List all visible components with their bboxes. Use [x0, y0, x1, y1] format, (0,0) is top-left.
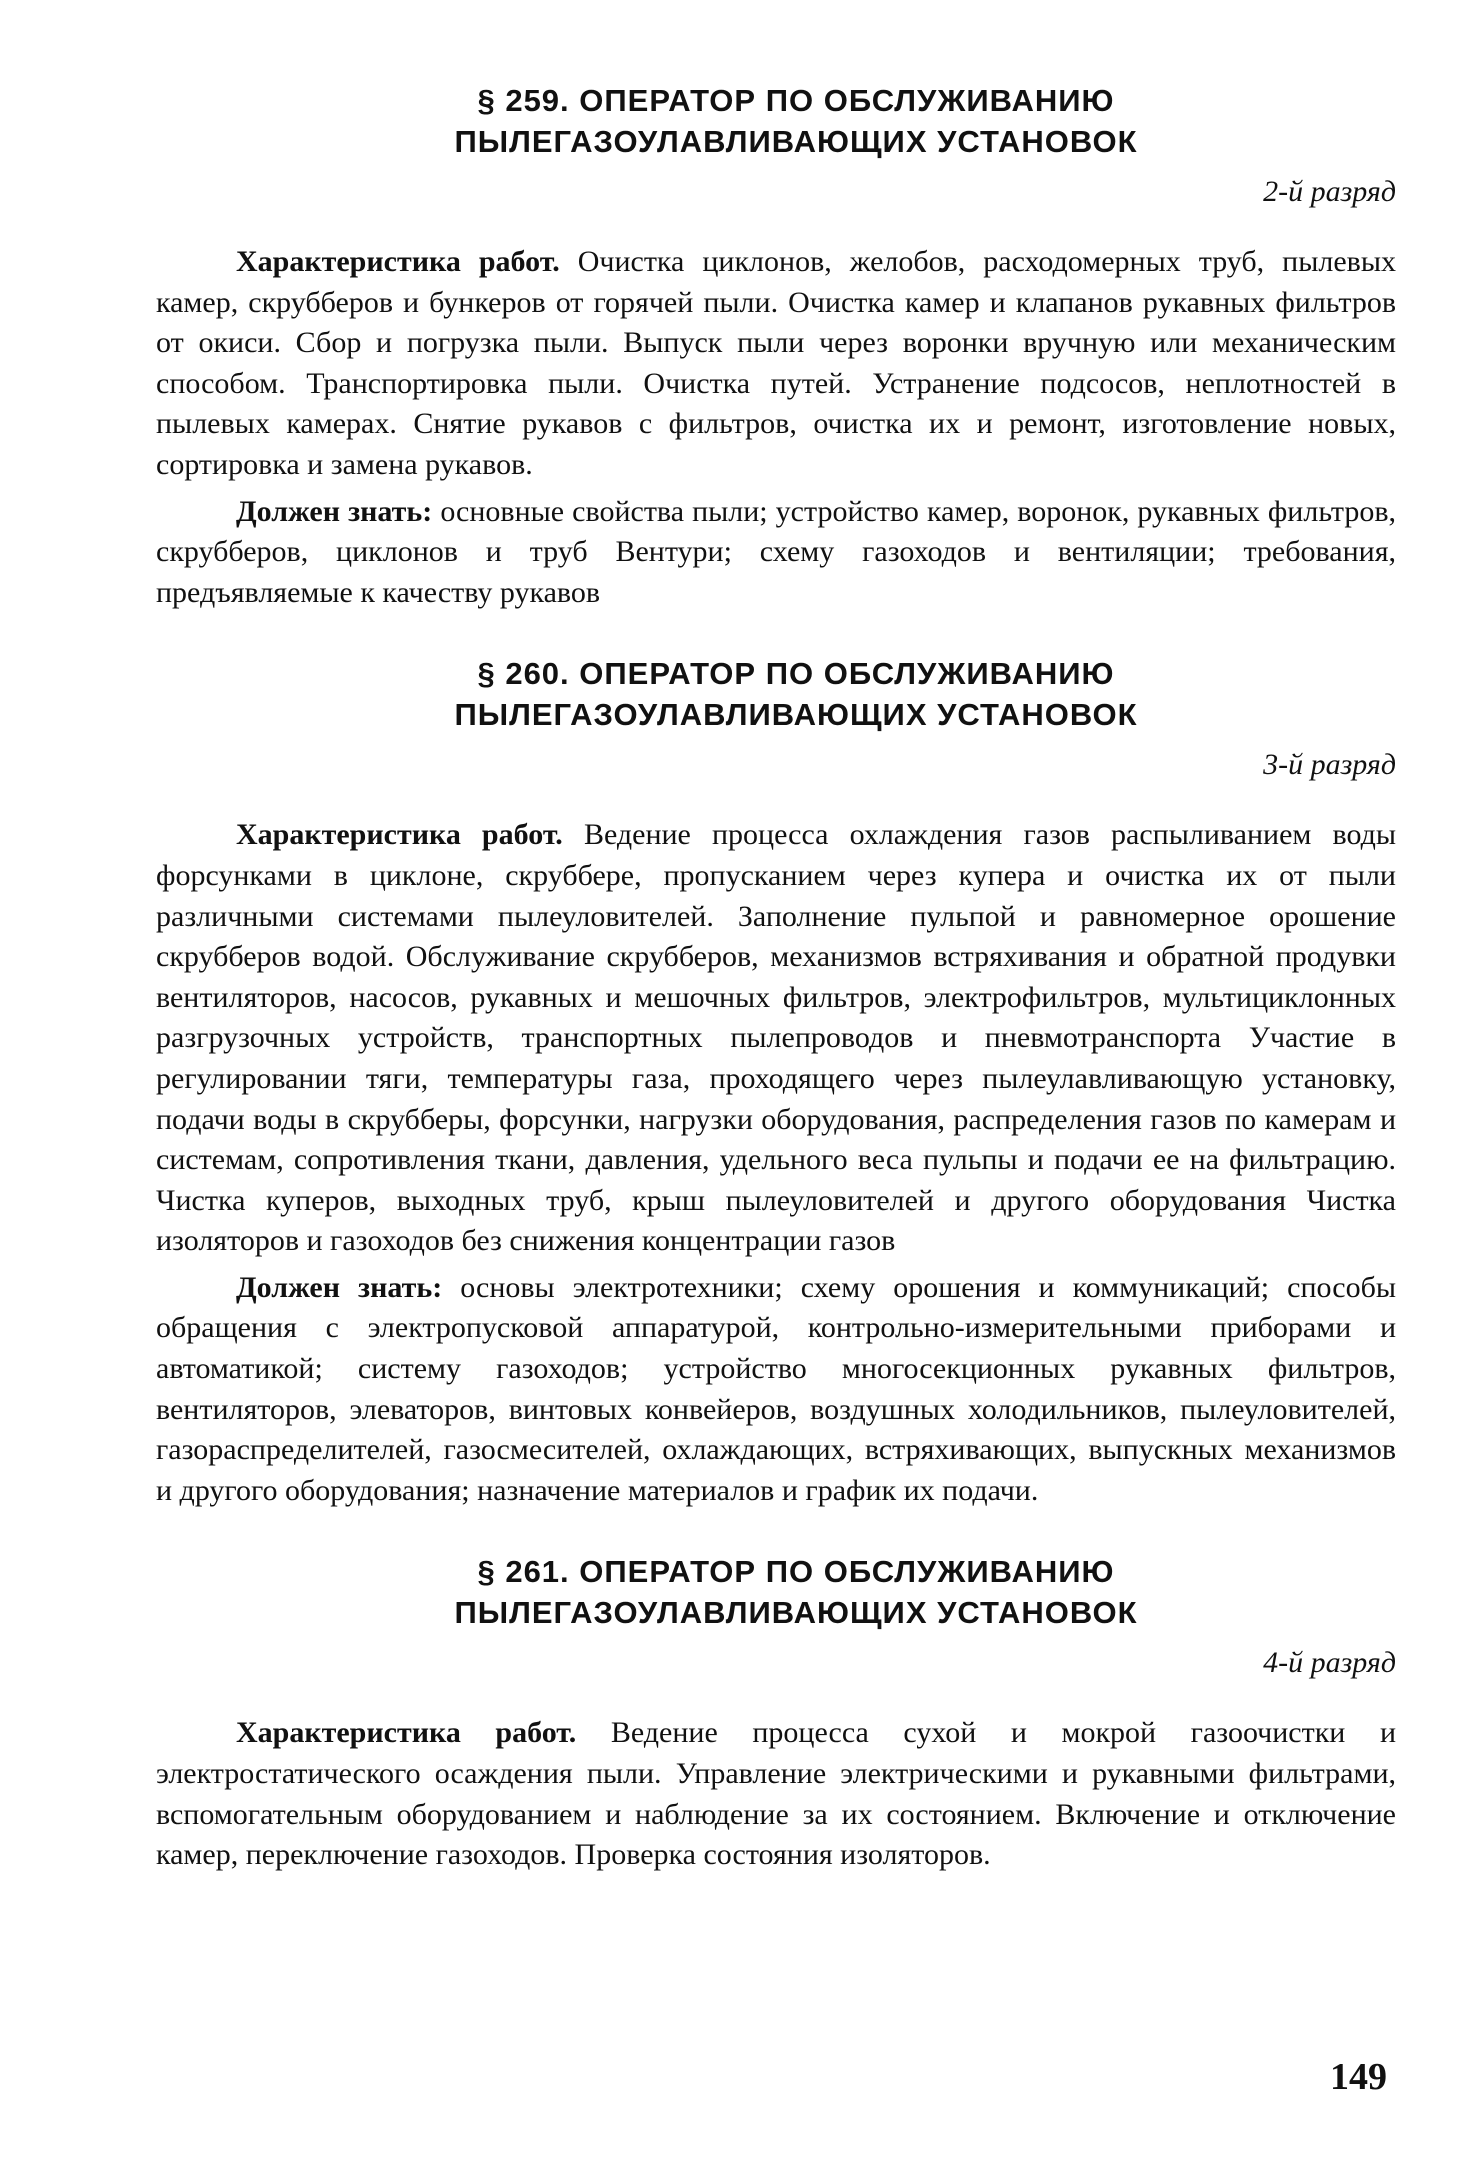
work-text: Ведение процесса охлаждения газов распыливанием воды форсунками в циклоне, скруббере, пропусканием через купера и очистка их от пыли различными системами пылеуловителей. Заполнение пульпой и равномерное орошение скрубберов водой. Обслуживание скрубберов, механизмов встряхивания и обратной продувки вентиляторов, насосов, рукавных и мешочных фильтров, электрофильтров, мультициклонных разгрузочных устройств, транспортных пылепроводов и пневмотранспорта Участие в регулировании тяги, температуры газа, проходящего через пылеулавливающую установку, подачи воды в скрубберы, форсунки, нагрузки оборудования, распределения газов по камерам и системам, сопротивления ткани, давления, удельного веса пульпы и подачи ее на фильтрацию. Чистка куперов, выходных труб, крыш пылеуловителей и другого оборудования Чистка изоляторов и газоходов без снижения концентрации газов	[156, 818, 1397, 1258]
section-heading	[156, 1551, 1396, 1633]
work-label: Характеристика работ.	[236, 1716, 577, 1750]
work-label: Характеристика работ.	[236, 245, 560, 278]
work-label: Характеристика работ.	[236, 818, 563, 852]
heading-line-1: § 261. ОПЕРАТОР ПО ОБСЛУЖИВАНИЮ	[477, 1554, 1115, 1590]
work-text: Очистка циклонов, желобов, расходомерных труб, пылевых камер, скрубберов и бункеров от горячей пыли. Очистка камер и клапанов рукавных фильтров от окиси. Сбор и погрузка пыли. Выпуск пыли через воронки вручную или механическим способом. Транспортировка пыли. Очистка путей. Устранение подсосов, неплотностей в пылевых камерах. Снятие рукавов с фильтров, очистка их и ремонт, изготовление новых, сортировка и замена рукавов.	[156, 245, 1396, 481]
heading-line-1: § 259. ОПЕРАТОР ПО ОБСЛУЖИВАНИЮ	[477, 83, 1115, 118]
document-page	[156, 80, 1396, 1916]
heading-line-2: ПЫЛЕГАЗОУЛАВЛИВАЮЩИХ УСТАНОВОК	[454, 1595, 1138, 1631]
work-description	[156, 815, 1396, 1262]
know-text: основы электротехники; схему орошения и коммуникаций; способы обращения с электропусковой аппаратурой, контрольно-измерительными приборами и автоматикой; систему газоходов; устройство многосекционных рукавных фильтров, вентиляторов, элеваторов, винтовых конвейеров, воздушных холодильников, пылеуловителей, газораспределителей, газосмесителей, охлаждающих, встряхивающих, выпускных механизмов и другого оборудования; назначение материалов и график их подачи.	[156, 1270, 1397, 1507]
knowledge-requirements	[156, 492, 1396, 614]
heading-line-1: § 260. ОПЕРАТОР ПО ОБСЛУЖИВАНИЮ	[477, 656, 1115, 692]
section-heading	[156, 80, 1396, 162]
grade-label: 4-й разряд	[1263, 1646, 1396, 1680]
heading-line-2: ПЫЛЕГАЗОУЛАВЛИВАЮЩИХ УСТАНОВОК	[454, 697, 1138, 733]
section-heading	[156, 653, 1396, 735]
work-description	[156, 242, 1396, 486]
know-label: Должен знать:	[236, 1270, 443, 1304]
work-text: Ведение процесса сухой и мокрой газоочистки и электростатического осаждения пыли. Управление электрическими и рукавными фильтрами, вспомогательным оборудованием и наблюдение за их состоянием. Включение и отключение камер, переключение газоходов. Проверка состояния изоляторов.	[156, 1716, 1396, 1872]
grade-label: 3-й разряд	[1263, 748, 1396, 782]
knowledge-requirements	[156, 1268, 1396, 1512]
know-label: Должен знать:	[236, 494, 433, 528]
grade-label: 2-й разряд	[1263, 175, 1396, 208]
section-260	[156, 653, 1396, 1511]
know-text: основные свойства пыли; устройство камер, воронок, рукавных фильтров, скрубберов, циклонов и труб Вентури; схему газоходов и вентиляции; требования, предъявляемые к качеству рукавов	[156, 494, 1397, 609]
page-number: 149	[1330, 2056, 1387, 2098]
section-259	[156, 80, 1396, 613]
heading-line-2: ПЫЛЕГАЗОУЛАВЛИВАЮЩИХ УСТАНОВОК	[454, 124, 1138, 159]
section-261	[156, 1551, 1396, 1875]
work-description	[156, 1713, 1396, 1875]
